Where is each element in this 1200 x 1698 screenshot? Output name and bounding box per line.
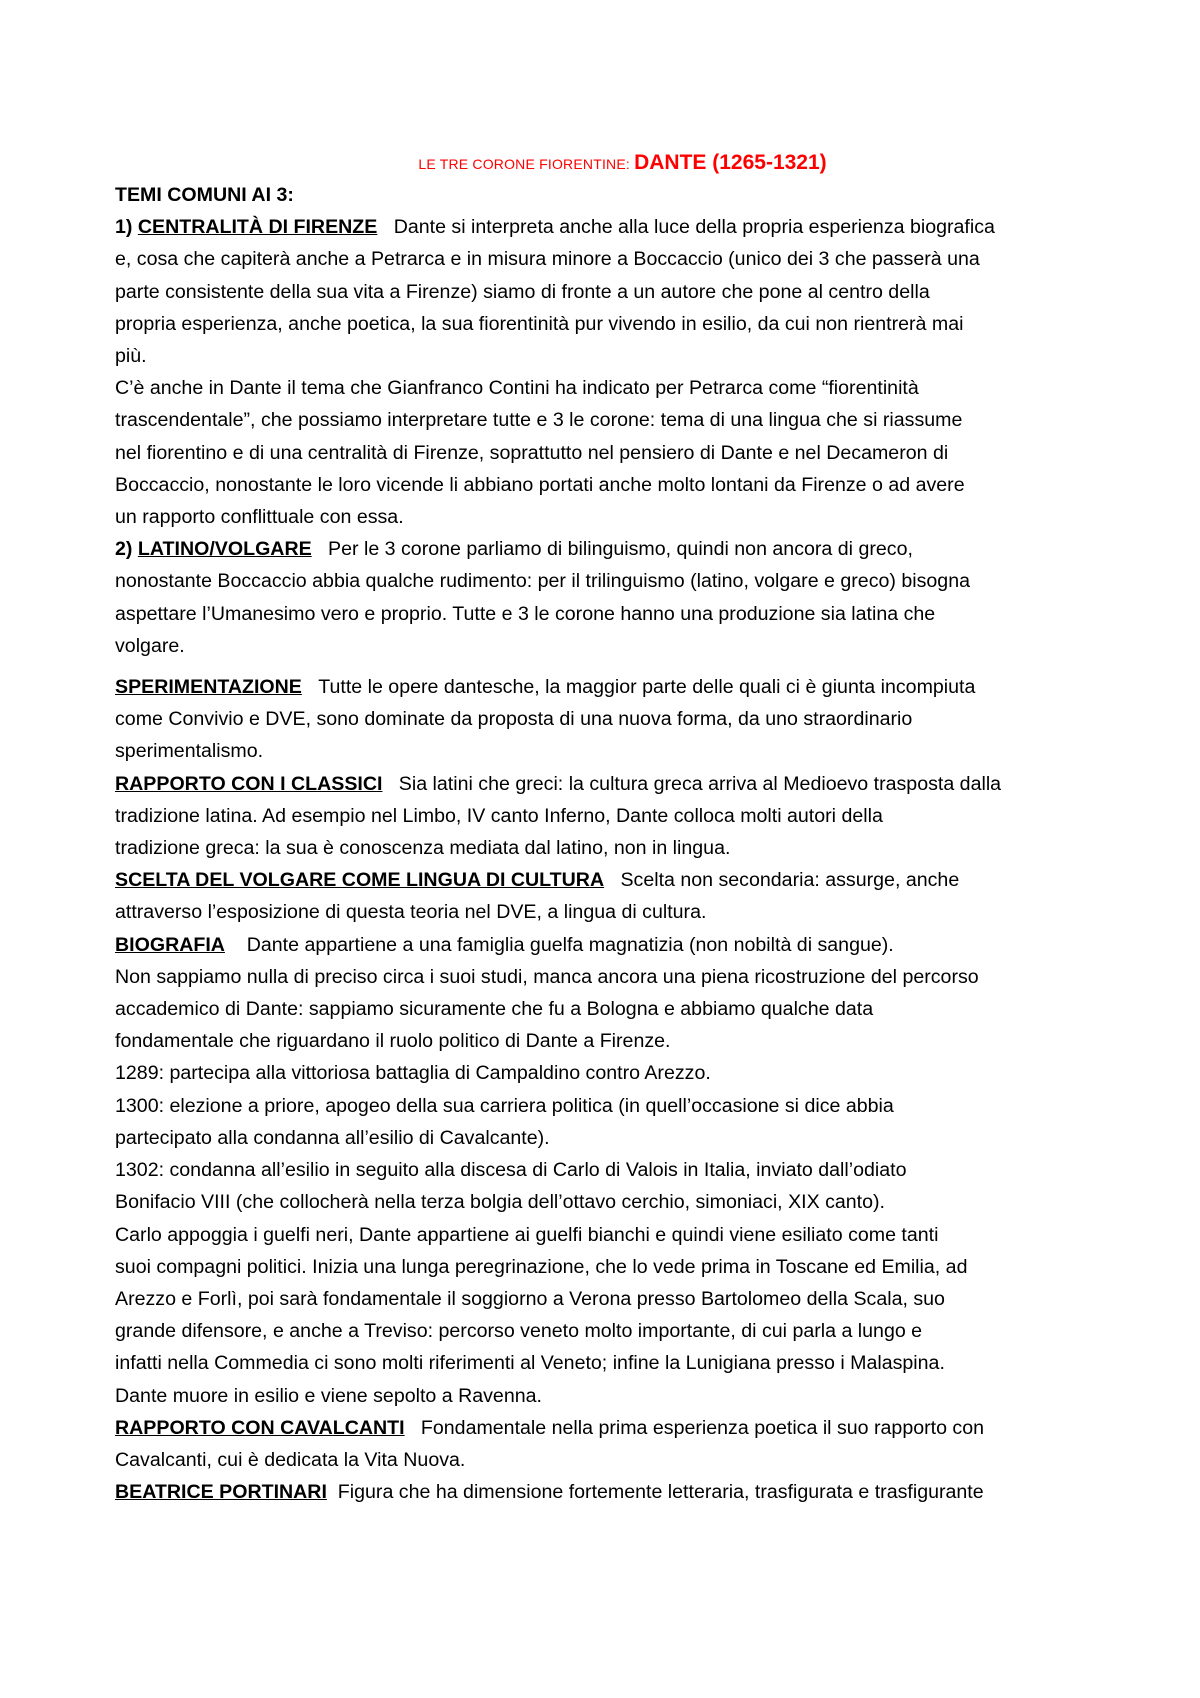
section-heading-biografia: BIOGRAFIA [115, 933, 225, 956]
paragraph-latino-line [115, 533, 1100, 565]
paragraph-line: Arezzo e Forlì, poi sarà fondamentale il soggiorno a Verona presso Bartolomeo della Scala, suo [115, 1287, 945, 1310]
paragraph-line: fondamentale che riguardano il ruolo politico di Dante a Firenze. [115, 1030, 671, 1053]
paragraph-classici-line [115, 768, 1100, 800]
paragraph-line: suoi compagni politici. Inizia una lunga peregrinazione, che lo vede prima in Toscane ed Emilia, ad [115, 1255, 968, 1278]
paragraph-line: partecipato alla condanna all’esilio di Cavalcante). [115, 1126, 550, 1149]
paragraph-line: accademico di Dante: sappiamo sicuramente che fu a Bologna e abbiamo qualche data [115, 998, 874, 1021]
paragraph-sperimentazione-line [115, 671, 1100, 703]
paragraph-gap [115, 662, 1100, 671]
paragraph-line: 1300: elezione a priore, apogeo della sua carriera politica (in quell’occasione si dice abbia [115, 1094, 894, 1117]
paragraph-line: tradizione latina. Ad esempio nel Limbo, IV canto Inferno, Dante colloca molti autori della [115, 804, 883, 827]
paragraph-line: Boccaccio, nonostante le loro vicende li abbiano portati anche molto lontani da Firenze o ad avere [115, 473, 965, 496]
paragraph-line: volgare. [115, 634, 185, 657]
paragraph-line: propria esperienza, anche poetica, la sua fiorentinità pur vivendo in esilio, da cui non rientrerà mai [115, 312, 964, 335]
paragraph-line: aspettare l’Umanesimo vero e proprio. Tutte e 3 le corone hanno una produzione sia latina che [115, 602, 936, 625]
paragraph-text: Fondamentale nella prima esperienza poetica il suo rapporto con [420, 1416, 985, 1439]
paragraph-line: Dante muore in esilio e viene sepolto a Ravenna. [115, 1384, 542, 1407]
paragraph-text: Scelta non secondaria: assurge, anche [620, 869, 960, 892]
paragraph-text: Dante appartiene a una famiglia guelfa magnatizia (non nobiltà di sangue). [246, 933, 894, 956]
paragraph-centralita-line [115, 211, 1100, 243]
paragraph-line: attraverso l’esposizione di questa teoria nel DVE, a lingua di cultura. [115, 901, 707, 924]
paragraph-cavalcanti-line [115, 1412, 1100, 1444]
paragraph-text: Sia latini che greci: la cultura greca arriva al Medioevo trasposta dalla [398, 772, 1002, 795]
paragraph-line: 1289: partecipa alla vittoriosa battaglia di Campaldino contro Arezzo. [115, 1062, 711, 1085]
paragraph-volgare-line [115, 864, 1100, 896]
document-title [145, 148, 1100, 179]
paragraph-line: e, cosa che capiterà anche a Petrarca e in misura minore a Boccaccio (unico dei 3 che passerà una [115, 248, 980, 271]
section-heading-sperimentazione: SPERIMENTAZIONE [115, 676, 302, 699]
section-heading-beatrice: BEATRICE PORTINARI [115, 1481, 327, 1504]
section-heading-cavalcanti: RAPPORTO CON CAVALCANTI [115, 1416, 405, 1439]
paragraph-line: nonostante Boccaccio abbia qualche rudimento: per il trilinguismo (latino, volgare e greco) bisogna [115, 570, 970, 593]
paragraph-line: 1302: condanna all’esilio in seguito alla discesa di Carlo di Valois in Italia, inviato dall’odiato [115, 1159, 907, 1182]
title-prefix: LE TRE CORONE FIORENTINE: [418, 156, 635, 172]
paragraph-line: Cavalcanti, cui è dedicata la Vita Nuova. [115, 1448, 466, 1471]
paragraph-line: un rapporto conflittuale con essa. [115, 506, 404, 529]
title-author: DANTE (1265-1321) [634, 151, 827, 174]
document-page [115, 148, 1100, 1508]
paragraph-text: Figura che ha dimensione fortemente letteraria, trasfigurata e trasfigurante [337, 1481, 984, 1504]
paragraph-line: come Convivio e DVE, sono dominate da proposta di una nuova forma, da uno straordinario [115, 708, 913, 731]
paragraph-line: tradizione greca: la sua è conoscenza mediata dal latino, non in lingua. [115, 837, 731, 860]
paragraph-line: sperimentalismo. [115, 740, 264, 763]
paragraph-biografia-line [115, 929, 1100, 961]
paragraph-beatrice-line [115, 1476, 1100, 1508]
section-heading-latino-volgare: LATINO/VOLGARE [137, 538, 312, 561]
paragraph-line: infatti nella Commedia ci sono molti riferimenti al Veneto; infine la Lunigiana presso i Malaspina. [115, 1352, 945, 1375]
paragraph-line: Bonifacio VIII (che collocherà nella terza bolgia dell’ottavo cerchio, simoniaci, XIX canto). [115, 1191, 885, 1214]
paragraph-line: grande difensore, e anche a Treviso: percorso veneto molto importante, di cui parla a lungo e [115, 1320, 923, 1343]
paragraph-line: parte consistente della sua vita a Firenze) siamo di fronte a un autore che pone al centro della [115, 280, 930, 303]
paragraph-line: Carlo appoggia i guelfi neri, Dante appartiene ai guelfi bianchi e quindi viene esiliato come tanti [115, 1223, 939, 1246]
section-heading-volgare: SCELTA DEL VOLGARE COME LINGUA DI CULTURA [115, 869, 605, 892]
paragraph-text: Dante si interpreta anche alla luce della propria esperienza biografica [393, 216, 995, 239]
paragraph-line: C’è anche in Dante il tema che Gianfranco Contini ha indicato per Petrarca come “fiorentinità [115, 377, 919, 400]
intro-heading: TEMI COMUNI AI 3: [115, 184, 294, 206]
section-heading-centralita: CENTRALITÀ DI FIRENZE [137, 216, 378, 239]
paragraph-line: nel fiorentino e di una centralità di Firenze, soprattutto nel pensiero di Dante e nel Decameron di [115, 441, 949, 464]
section-number: 2) [115, 538, 138, 561]
paragraph-line: trascendentale”, che possiamo interpretare tutte e 3 le corone: tema di una lingua che si riassume [115, 409, 963, 432]
paragraph-line: Non sappiamo nulla di preciso circa i suoi studi, manca ancora una piena ricostruzione del percorso [115, 965, 979, 988]
section-heading-classici: RAPPORTO CON I CLASSICI [115, 772, 383, 795]
section-number: 1) [115, 216, 138, 239]
paragraph-text: Tutte le opere dantesche, la maggior parte delle quali ci è giunta incompiuta [318, 676, 976, 699]
paragraph-text: Per le 3 corone parliamo di bilinguismo, quindi non ancora di greco, [328, 538, 913, 561]
paragraph-line: più. [115, 345, 147, 368]
